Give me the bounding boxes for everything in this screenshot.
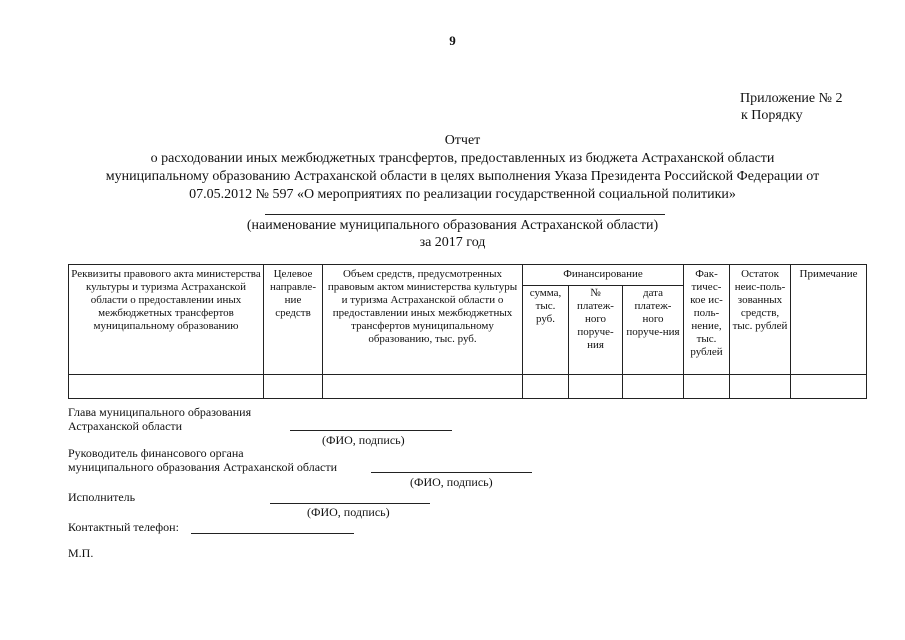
finance-head-label [68, 446, 337, 474]
report-table [68, 264, 867, 399]
header-unused-remainder: Остаток неис-поль-зованных средств, тыс. рублей [730, 265, 791, 375]
contact-phone-label: Контактный телефон: [68, 520, 179, 534]
header-financing: Финансирование [523, 265, 684, 286]
finance-signature-line [371, 472, 532, 473]
report-title: Отчет [444, 133, 481, 148]
head-label-line-2: Астраханской области [68, 419, 183, 433]
header-payment-order-number: № платеж-ного поруче-ния [569, 286, 623, 375]
head-signature-line [290, 430, 452, 431]
municipality-name-caption: (наименование муниципального образования Астраханской области) [246, 218, 659, 233]
executor-signature-line [270, 503, 430, 504]
header-payment-order-date: дата платеж-ного поруче-ния [623, 286, 684, 375]
table-row [69, 375, 867, 399]
report-subtitle-line-1: о расходовании иных межбюджетных трансфертов, предоставленных из бюджета Астраханской области [150, 151, 775, 166]
finance-label-line-2: муниципального образования Астраханской области [68, 460, 338, 474]
contact-phone-line [191, 533, 354, 534]
header-purpose: Целевое направле-ние средств [264, 265, 323, 375]
table-cell [523, 375, 569, 399]
executor-signature-caption: (ФИО, подпись) [307, 505, 390, 519]
head-signature-caption: (ФИО, подпись) [322, 433, 405, 447]
executor-label: Исполнитель [68, 490, 136, 504]
report-year: за 2017 год [419, 235, 486, 250]
report-subtitle-line-2: муниципальному образованию Астраханской области в целях выполнения Указа Президента Российской Федерации от [105, 169, 820, 184]
header-financing-sum: сумма, тыс. руб. [523, 286, 569, 375]
report-title-block [40, 132, 885, 204]
head-of-municipality-label [68, 405, 251, 433]
header-note: Примечание [791, 265, 867, 375]
header-allocated-volume: Объем средств, предусмотренных правовым актом министерства культуры и туризма Астраханской области о предоставлении иных межбюджетных трансфертов муниципальному образованию, тыс. руб. [323, 265, 523, 375]
table-cell [730, 375, 791, 399]
table-cell [684, 375, 730, 399]
municipality-fill-line [265, 214, 665, 215]
header-actual-execution: Фак-тичес-кое ис-поль-нение, тыс. рублей [684, 265, 730, 375]
table-cell [69, 375, 264, 399]
appendix-line-2: к Порядку [741, 108, 803, 123]
table-cell [323, 375, 523, 399]
header-legal-act-details: Реквизиты правового акта министерства культуры и туризма Астраханской области о предоставлении иных межбюджетных трансфертов муниципальному образованию [69, 265, 264, 375]
table-cell [623, 375, 684, 399]
head-label-line-1: Глава муниципального образования [68, 405, 252, 419]
finance-signature-caption: (ФИО, подпись) [410, 475, 493, 489]
appendix-reference [740, 90, 843, 124]
finance-label-line-1: Руководитель финансового органа [68, 446, 244, 460]
table-cell [264, 375, 323, 399]
table-cell [791, 375, 867, 399]
appendix-line-1: Приложение № 2 [740, 91, 843, 106]
page-number: 9 [449, 33, 456, 48]
stamp-label: М.П. [68, 546, 94, 560]
table-cell [569, 375, 623, 399]
report-subtitle-line-3: 07.05.2012 № 597 «О мероприятиях по реализации государственной социальной политики» [189, 187, 736, 202]
